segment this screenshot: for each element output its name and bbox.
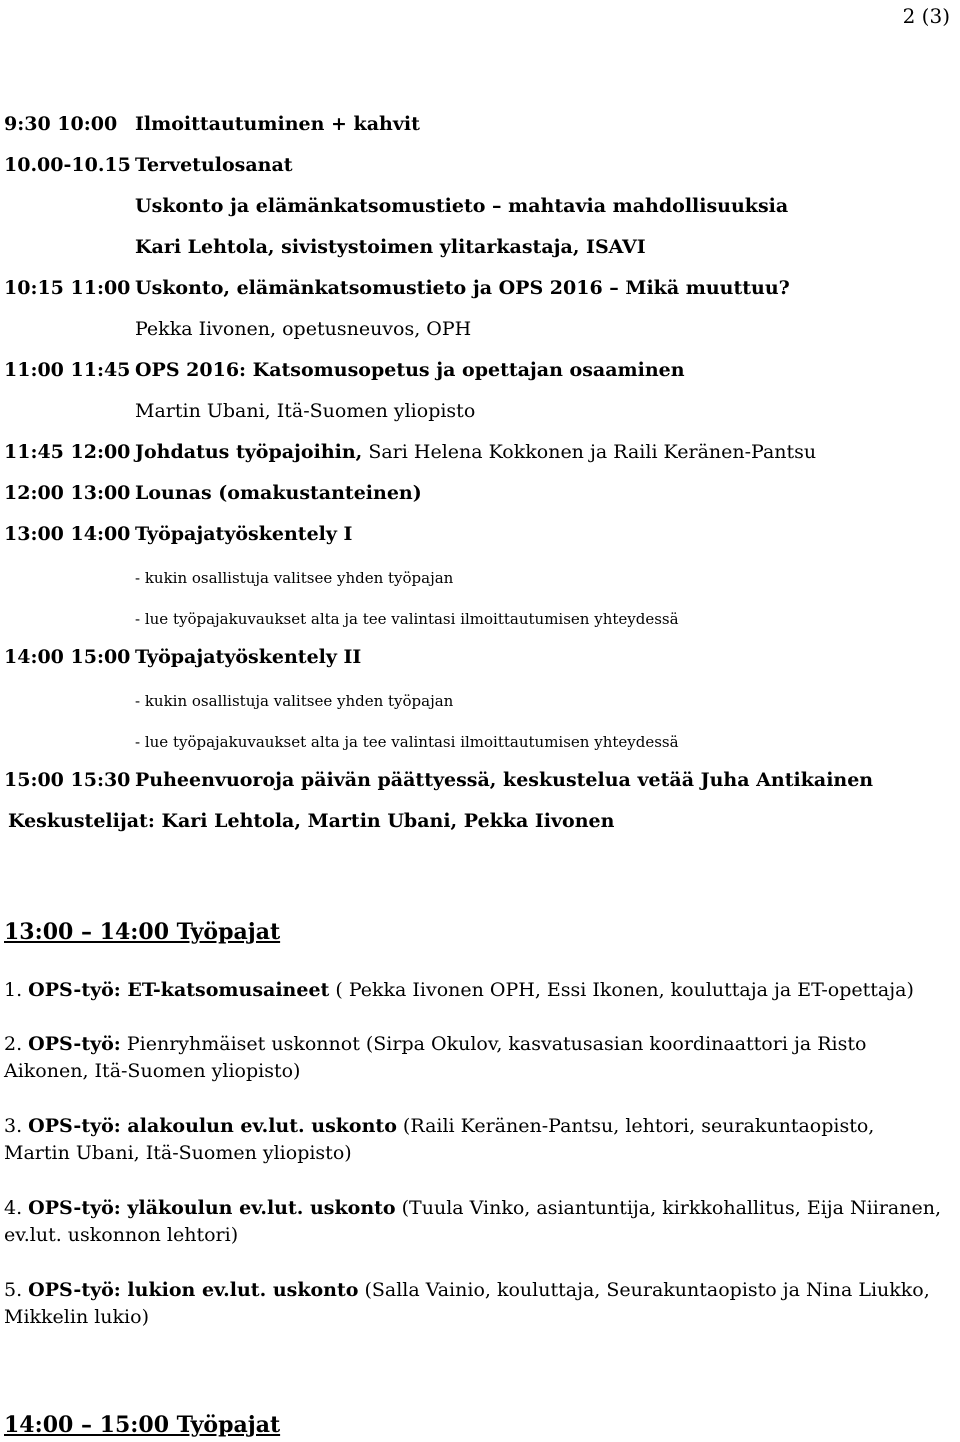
workshop-item — [4, 1195, 944, 1249]
workshops-heading: 14:00 – 15:00 Työpajat — [4, 1412, 281, 1438]
workshop-title: OPS-työ: — [28, 1033, 121, 1055]
workshop-details: (Salla Vainio, kouluttaja, Seurakuntaopisto ja Nina Liukko, Mikkelin lukio) — [4, 1279, 930, 1328]
page-number: 2 (3) — [902, 4, 950, 28]
schedule-row — [4, 522, 352, 546]
workshop-item — [4, 1031, 944, 1085]
time: 11:00 11:45 — [4, 359, 131, 381]
session-note: - lue työpajakuvaukset alta ja tee valintasi ilmoittautumisen yhteydessä — [135, 733, 679, 751]
time: 11:45 12:00 — [4, 441, 131, 463]
session-subtitle: Uskonto ja elämänkatsomustieto – mahtavia mahdollisuuksia — [135, 195, 789, 217]
schedule-row — [4, 768, 873, 792]
workshop-number: 1. — [4, 979, 29, 1001]
workshop-item — [4, 1277, 944, 1331]
schedule-row — [4, 481, 422, 505]
session-note: - kukin osallistuja valitsee yhden työpajan — [135, 569, 454, 587]
session-title: Ilmoittautuminen + kahvit — [135, 113, 420, 135]
workshop-details: Pienryhmäiset uskonnot (Sirpa Okulov, kasvatusasian koordinaattori ja Risto Aikonen, Itä-Suomen yliopisto) — [4, 1033, 867, 1082]
workshop-details: (Tuula Vinko, asiantuntija, kirkkohallitus, Eija Niiranen, ev.lut. uskonnon lehtori) — [4, 1197, 941, 1246]
time: 9:30 10:00 — [4, 113, 118, 135]
session-title: Puheenvuoroja päivän päättyessä, keskustelua vetää Juha Antikainen — [135, 769, 874, 791]
workshop-item — [4, 977, 944, 1004]
workshop-details: (Raili Keränen-Pantsu, lehtori, seurakuntaopisto, Martin Ubani, Itä-Suomen yliopisto) — [4, 1115, 875, 1164]
workshop-number: 4. — [4, 1197, 29, 1219]
time: 13:00 14:00 — [4, 523, 131, 545]
schedule-row — [4, 645, 361, 669]
workshop-title: OPS-työ: lukion ev.lut. uskonto — [28, 1279, 359, 1301]
session-title: Työpajatyöskentely I — [135, 523, 353, 545]
session-note: - lue työpajakuvaukset alta ja tee valintasi ilmoittautumisen yhteydessä — [135, 610, 679, 628]
session-presenters: Sari Helena Kokkonen ja Raili Keränen-Pantsu — [362, 441, 817, 463]
schedule-row — [4, 276, 790, 300]
schedule-row — [4, 153, 293, 177]
workshop-item — [4, 1113, 944, 1167]
session-title: Lounas (omakustanteinen) — [135, 482, 422, 504]
time: 10:15 11:00 — [4, 277, 131, 299]
workshop-title: OPS-työ: ET-katsomusaineet — [28, 979, 330, 1001]
panelists: Keskustelijat: Kari Lehtola, Martin Ubani, Pekka Iivonen — [8, 810, 615, 832]
session-title: Tervetulosanat — [135, 154, 293, 176]
schedule-row — [4, 358, 685, 382]
workshop-number: 2. — [4, 1033, 29, 1055]
workshops-heading: 13:00 – 14:00 Työpajat — [4, 919, 281, 945]
speaker: Kari Lehtola, sivistystoimen ylitarkastaja, ISAVI — [135, 236, 646, 258]
speaker: Martin Ubani, Itä-Suomen yliopisto — [135, 400, 476, 422]
session-note: - kukin osallistuja valitsee yhden työpajan — [135, 692, 454, 710]
session-title: OPS 2016: Katsomusopetus ja opettajan osaaminen — [135, 359, 685, 381]
session-title: Työpajatyöskentely II — [135, 646, 362, 668]
schedule-row — [4, 440, 816, 464]
time: 12:00 13:00 — [4, 482, 131, 504]
speaker: Pekka Iivonen, opetusneuvos, OPH — [135, 318, 472, 340]
workshop-title: OPS-työ: yläkoulun ev.lut. uskonto — [28, 1197, 396, 1219]
workshop-title: OPS-työ: alakoulun ev.lut. uskonto — [28, 1115, 397, 1137]
session-title: Johdatus työpajoihin, — [135, 441, 363, 463]
time: 14:00 15:00 — [4, 646, 131, 668]
workshop-details: ( Pekka Iivonen OPH, Essi Ikonen, kouluttaja ja ET-opettaja) — [329, 979, 914, 1001]
time: 10.00-10.15 — [4, 154, 131, 176]
workshop-number: 3. — [4, 1115, 29, 1137]
workshop-number: 5. — [4, 1279, 29, 1301]
session-title: Uskonto, elämänkatsomustieto ja OPS 2016 – Mikä muuttuu? — [135, 277, 790, 299]
schedule-row — [4, 112, 420, 136]
time: 15:00 15:30 — [4, 769, 131, 791]
